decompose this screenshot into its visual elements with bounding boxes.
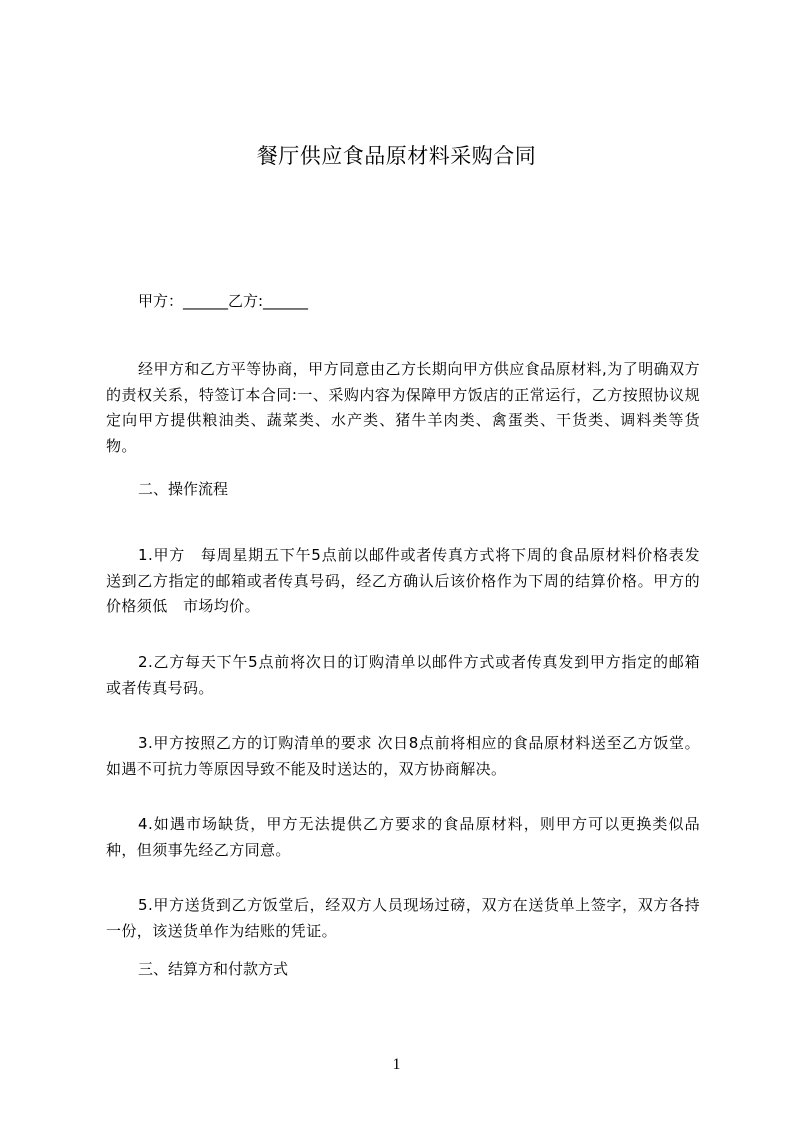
party-line: 甲方：______乙方:______: [138, 292, 309, 310]
intro-paragraph: 经甲方和乙方平等协商，甲方同意由乙方长期向甲方供应食品原材料,为了明确双方的责权关系，特签订本合同:一、采购内容为保障甲方饭店的正常运行，乙方按照协议规定向甲方提供粮油类、蔬菜类、水产类、猪牛羊肉类、禽蛋类、干货类、调料类等货物。: [106, 360, 700, 455]
section-heading-operation-process: 二、操作流程: [138, 480, 229, 498]
section-heading-settlement-payment: 三、结算方和付款方式: [138, 960, 289, 978]
clause-1: 1.甲方 每周星期五下午5点前以邮件或者传真方式将下周的食品原材料价格表发送到乙方指定的邮箱或者传真号码，经乙方确认后该价格作为下周的结算价格。甲方的价格须低 市场均价。: [106, 546, 700, 616]
document-title: 餐厅供应食品原材料采购合同: [256, 144, 537, 168]
page-number: 1: [392, 1056, 401, 1073]
clause-3: 3.甲方按照乙方的订购清单的要求 次日8点前将相应的食品原材料送至乙方饭堂。如遇不可抗力等原因导致不能及时送达的，双方协商解决。: [106, 734, 700, 778]
clause-4: 4.如遇市场缺货，甲方无法提供乙方要求的食品原材料，则甲方可以更换类似品种，但须事先经乙方同意。: [106, 815, 700, 859]
clause-5: 5.甲方送货到乙方饭堂后，经双方人员现场过磅，双方在送货单上签字，双方各持一份，该送货单作为结账的凭证。: [106, 896, 700, 940]
clause-2: 2.乙方每天下午5点前将次日的订购清单以邮件方式或者传真发到甲方指定的邮箱或者传真号码。: [106, 653, 700, 697]
